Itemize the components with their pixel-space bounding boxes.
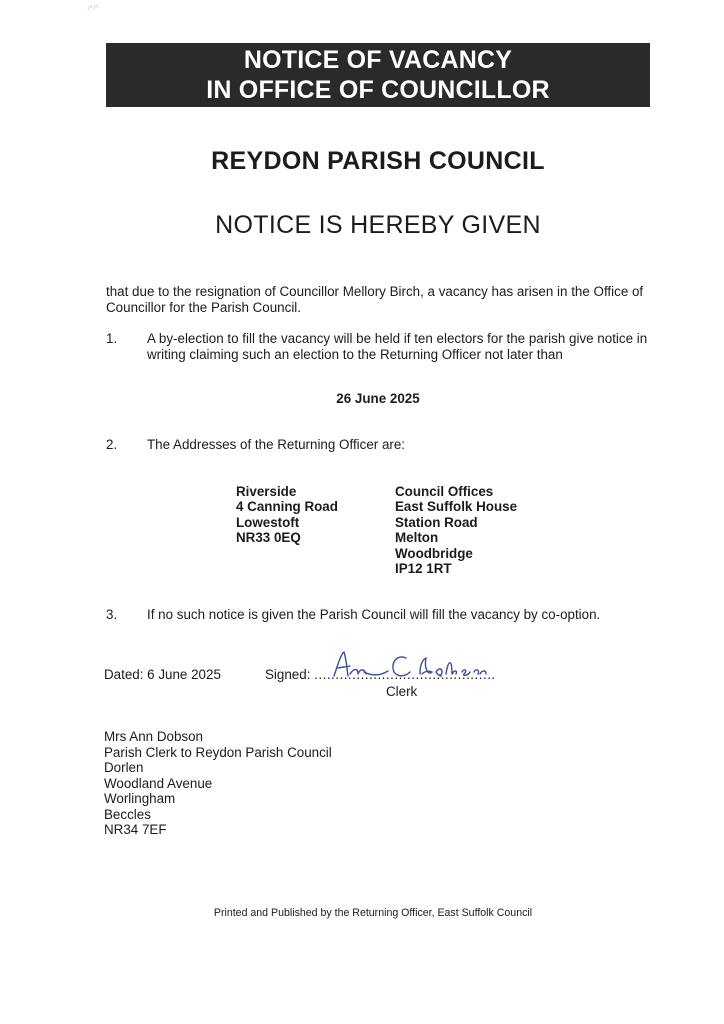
scan-mark <box>86 2 100 12</box>
council-name: REYDON PARISH COUNCIL <box>211 147 545 175</box>
contact-line: NR34 7EF <box>104 822 167 837</box>
clerk-label: Clerk <box>386 684 418 699</box>
notice-item-3 <box>106 607 666 625</box>
item-text: If no such notice is given the Parish Council will fill the vacancy by co-option. <box>147 607 601 622</box>
item-number: 1. <box>106 331 118 346</box>
address-line: IP12 1RT <box>395 561 452 577</box>
address-riverside <box>236 484 338 546</box>
item-text: A by-election to fill the vacancy will be held if ten electors for the parish give notice in writing claiming such an election to the Returning Officer not later than <box>147 331 648 362</box>
address-line: Riverside <box>236 484 297 499</box>
contact-line: Dorlen <box>104 760 144 775</box>
footer-publisher: Printed and Published by the Returning Officer, East Suffolk Council <box>213 907 533 919</box>
notice-heading: NOTICE IS HEREBY GIVEN <box>215 211 541 239</box>
address-line: Council Offices <box>395 484 494 499</box>
signature-dotted-line: ........................................... <box>314 667 496 682</box>
contact-line: Parish Clerk to Reydon Parish Council <box>104 744 332 760</box>
address-line: Lowestoft <box>236 514 300 530</box>
dated-line: Dated: 6 June 2025 <box>104 667 221 682</box>
deadline-date: 26 June 2025 <box>336 391 420 406</box>
banner-line-2: IN OFFICE OF COUNCILLOR <box>206 76 550 104</box>
contact-line: Woodland Avenue <box>104 775 213 791</box>
address-line: 4 Canning Road <box>236 499 338 515</box>
address-line: NR33 0EQ <box>236 530 301 546</box>
address-council-offices <box>395 484 517 576</box>
handwritten-signature <box>328 646 488 686</box>
banner-line-1: NOTICE OF VACANCY <box>243 46 513 74</box>
notice-banner <box>106 43 650 107</box>
address-line: Station Road <box>395 514 478 530</box>
contact-line: Mrs Ann Dobson <box>104 729 203 744</box>
address-line: Woodbridge <box>395 545 473 561</box>
notice-item-1 <box>106 331 666 365</box>
signed-label: Signed: <box>265 667 311 682</box>
notice-item-2 <box>106 437 666 455</box>
contact-line: Beccles <box>104 806 151 822</box>
address-line: Melton <box>395 530 439 546</box>
item-number: 3. <box>106 607 118 622</box>
contact-line: Worlingham <box>104 791 176 806</box>
intro-paragraph: that due to the resignation of Councillor Mellory Birch, a vacancy has arisen in the Office of Councillor for the Parish Council. <box>106 284 644 315</box>
address-line: East Suffolk House <box>395 499 518 515</box>
clerk-contact-block <box>104 729 332 838</box>
item-text: The Addresses of the Returning Officer are: <box>147 437 406 452</box>
item-number: 2. <box>106 437 118 452</box>
